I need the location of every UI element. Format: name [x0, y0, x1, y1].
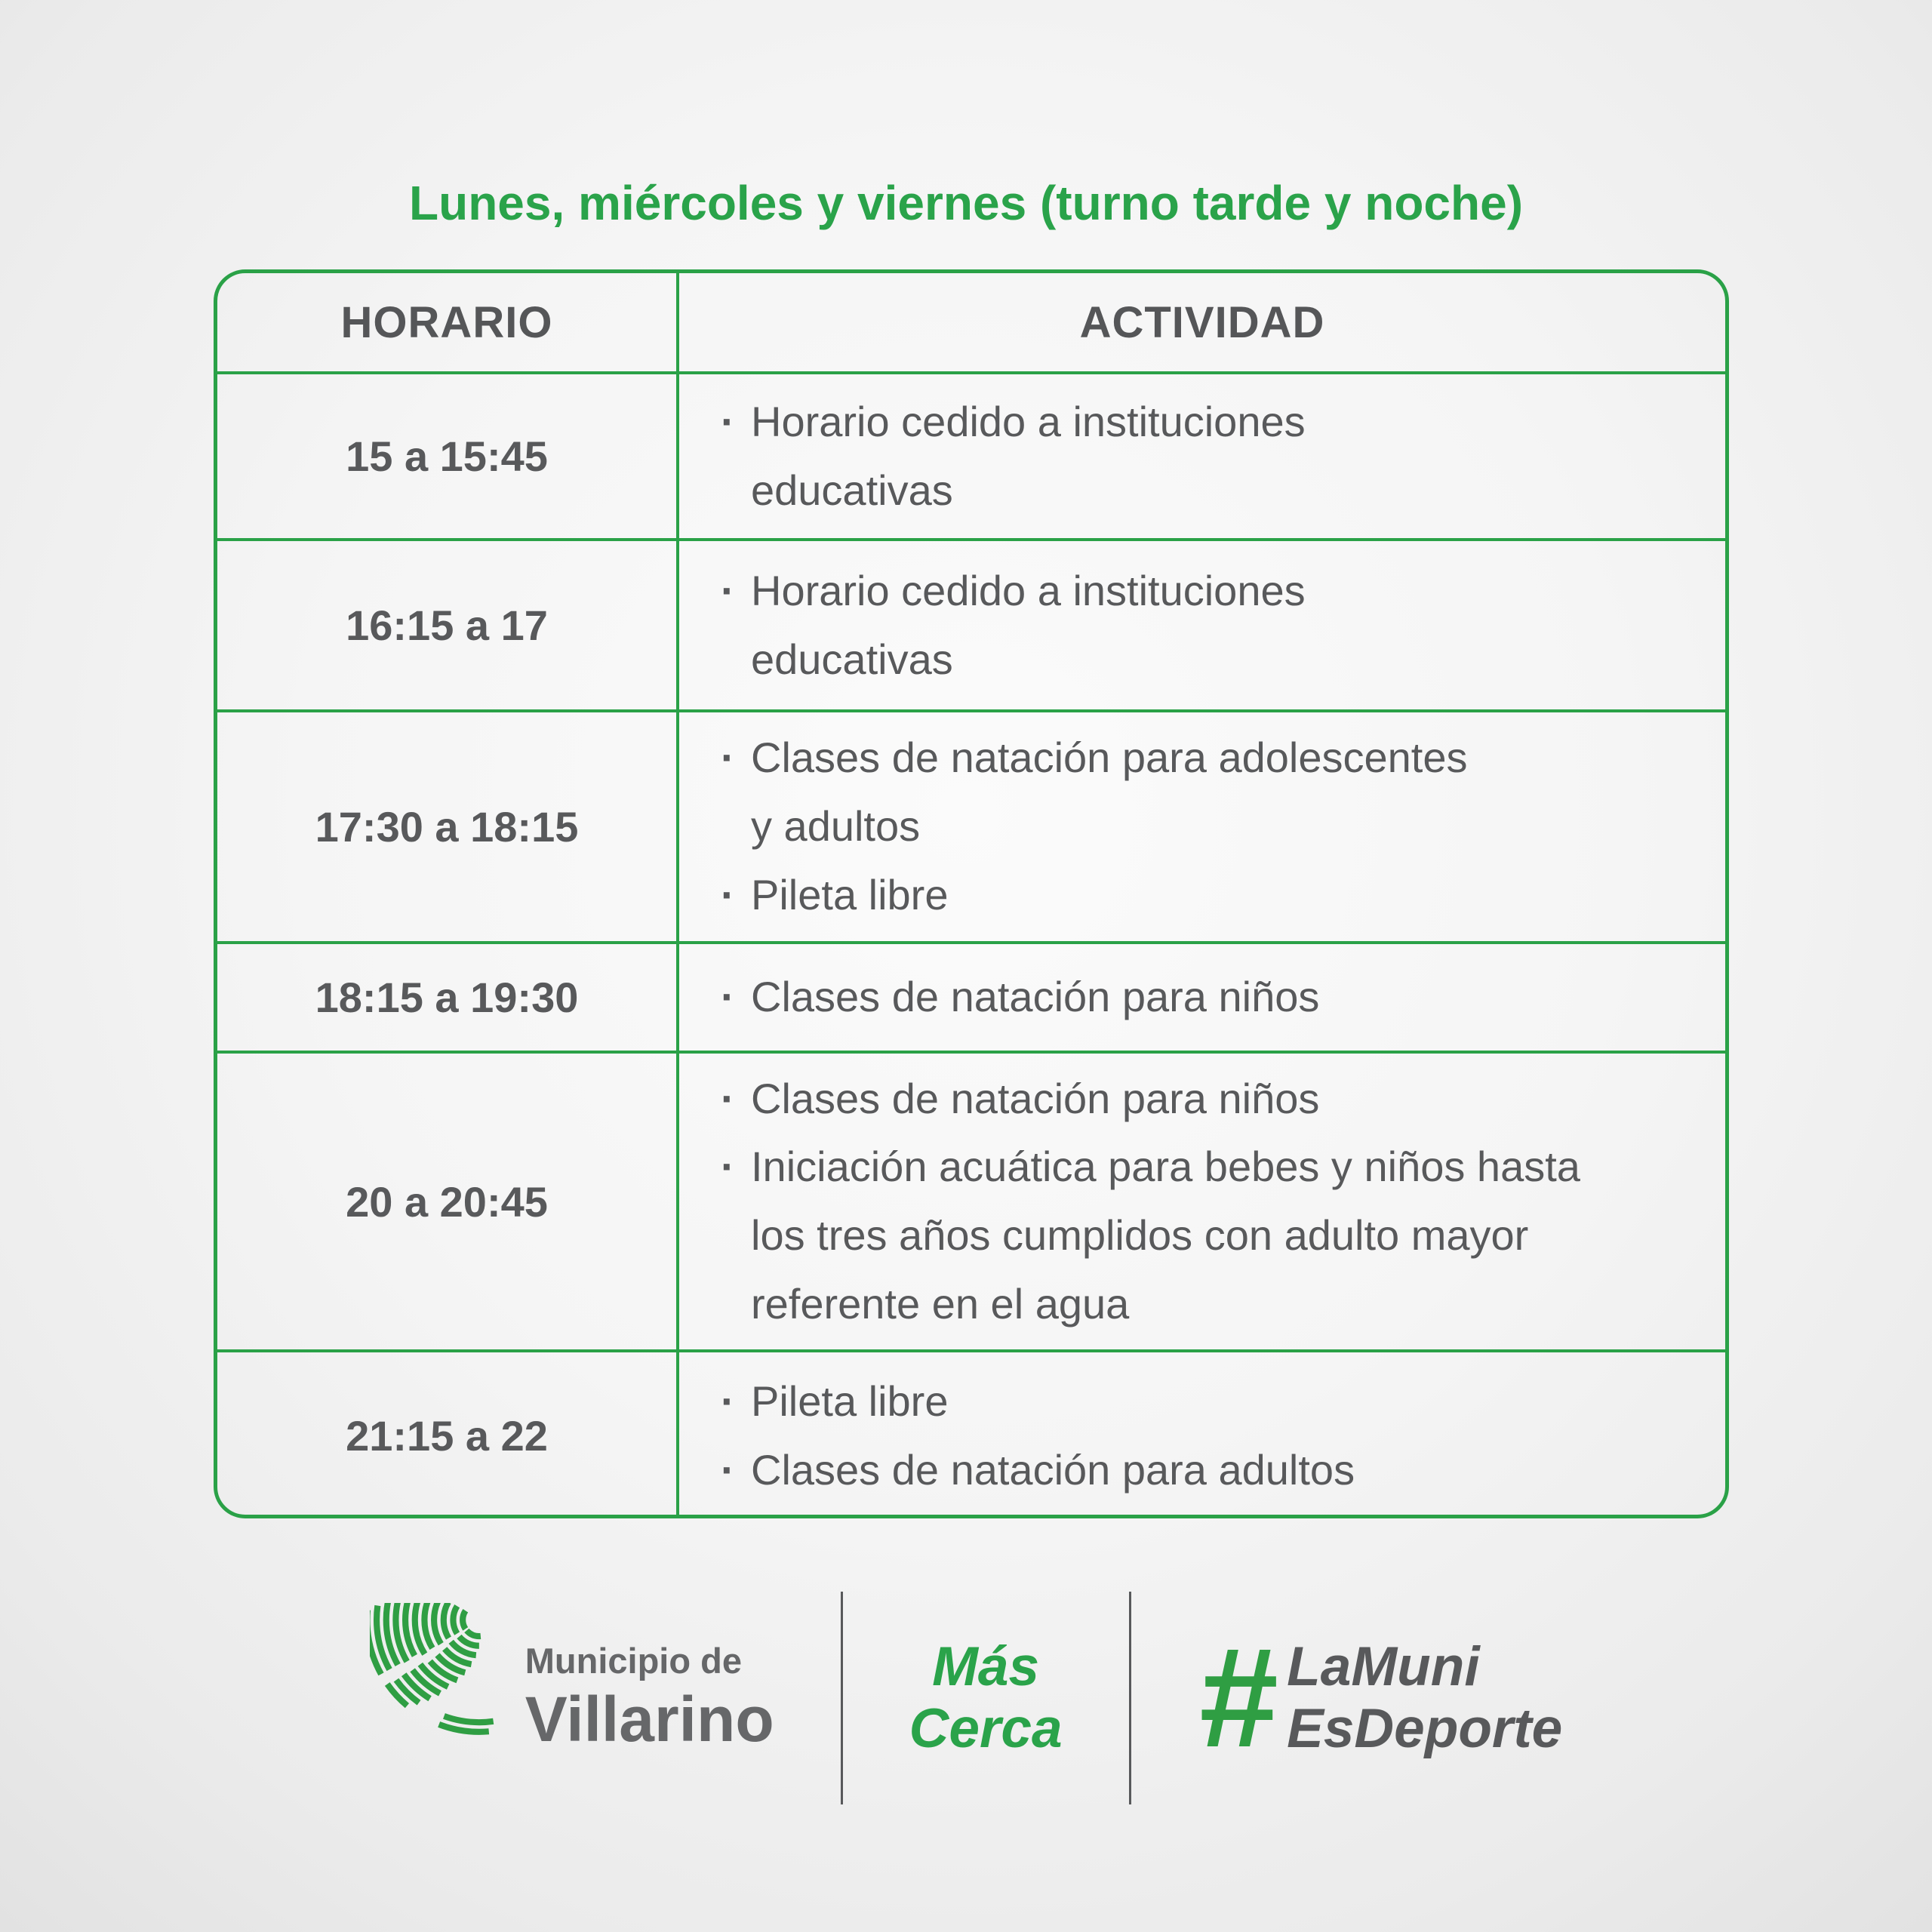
footer-divider: [841, 1592, 843, 1804]
table-row: [217, 709, 1725, 941]
municipio-wordmark: [525, 1640, 774, 1756]
activity-item: [721, 724, 1703, 860]
footer: [0, 1577, 1932, 1819]
activity-cell: [676, 1352, 1725, 1518]
hashtag-lockup: [1197, 1618, 1563, 1777]
bullet-dot: ·: [721, 566, 735, 614]
municipio-line1: Municipio de: [525, 1641, 742, 1681]
bullet-dot: ·: [721, 870, 735, 918]
activity-cell: [676, 1054, 1725, 1349]
time-cell: 18:15 a 19:30: [315, 974, 579, 1021]
time-cell: 20 a 20:45: [346, 1177, 548, 1226]
time-cell: 21:15 a 22: [346, 1412, 548, 1460]
hashtag-line1: LaMuni: [1287, 1636, 1480, 1698]
hashtag-text: [1287, 1636, 1562, 1760]
activity-text: Clases de natación para adolescentes y adultos: [751, 734, 1468, 851]
activity-item: [721, 388, 1703, 525]
activity-text: Horario cedido a instituciones educativas: [751, 397, 1306, 514]
bullet-dot: ·: [721, 1143, 735, 1191]
footer-divider: [1129, 1592, 1131, 1804]
header-actividad: ACTIVIDAD: [676, 273, 1725, 371]
slogan-line2: Cerca: [909, 1698, 1063, 1759]
activity-cell: [676, 374, 1725, 538]
bullet-dot: ·: [721, 734, 735, 782]
municipio-logo: [370, 1603, 774, 1793]
activity-text: Pileta libre: [751, 1377, 949, 1425]
fingerprint-icon: [370, 1603, 500, 1793]
activity-item: [721, 1065, 1703, 1134]
table-row: [217, 538, 1725, 709]
hashtag-line2: EsDeporte: [1287, 1698, 1563, 1759]
table-header-row: [217, 273, 1725, 371]
activity-item: [721, 1133, 1703, 1338]
municipio-line2: Villarino: [525, 1684, 774, 1755]
table-row: [217, 371, 1725, 538]
activity-text: Clases de natación para adultos: [751, 1445, 1355, 1494]
activity-item: [721, 963, 1703, 1032]
table-row: [217, 1051, 1725, 1349]
activity-item: [721, 1367, 1703, 1436]
activity-text: Iniciación acuática para bebes y niños hasta los tres años cumplidos con adulto mayor referente en el agua: [751, 1143, 1580, 1327]
activity-text: Clases de natación para niños: [751, 973, 1320, 1021]
bullet-dot: ·: [721, 1377, 735, 1425]
slogan: [909, 1636, 1063, 1760]
activity-item: [721, 861, 1703, 930]
time-cell: 15 a 15:45: [346, 432, 548, 480]
activity-text: Pileta libre: [751, 870, 949, 918]
page-title: Lunes, miércoles y viernes (turno tarde y noche): [409, 176, 1523, 230]
schedule-table: [214, 269, 1729, 1518]
activity-text: Horario cedido a instituciones educativas: [751, 566, 1306, 683]
bullet-dot: ·: [721, 1445, 735, 1494]
activity-text: Clases de natación para niños: [751, 1074, 1320, 1122]
bullet-dot: ·: [721, 1074, 735, 1122]
activity-cell: [676, 944, 1725, 1051]
activity-cell: [676, 712, 1725, 941]
time-cell: 16:15 a 17: [346, 601, 548, 649]
activity-item: [721, 557, 1703, 694]
bullet-dot: ·: [721, 397, 735, 445]
table-row: [217, 1349, 1725, 1518]
activity-item: [721, 1436, 1703, 1505]
hash-icon: #: [1197, 1618, 1277, 1777]
bullet-dot: ·: [721, 973, 735, 1021]
header-horario: HORARIO: [340, 297, 553, 347]
slogan-line1: Más: [932, 1636, 1040, 1698]
table-row: [217, 941, 1725, 1051]
activity-cell: [676, 541, 1725, 709]
time-cell: 17:30 a 18:15: [315, 803, 579, 851]
